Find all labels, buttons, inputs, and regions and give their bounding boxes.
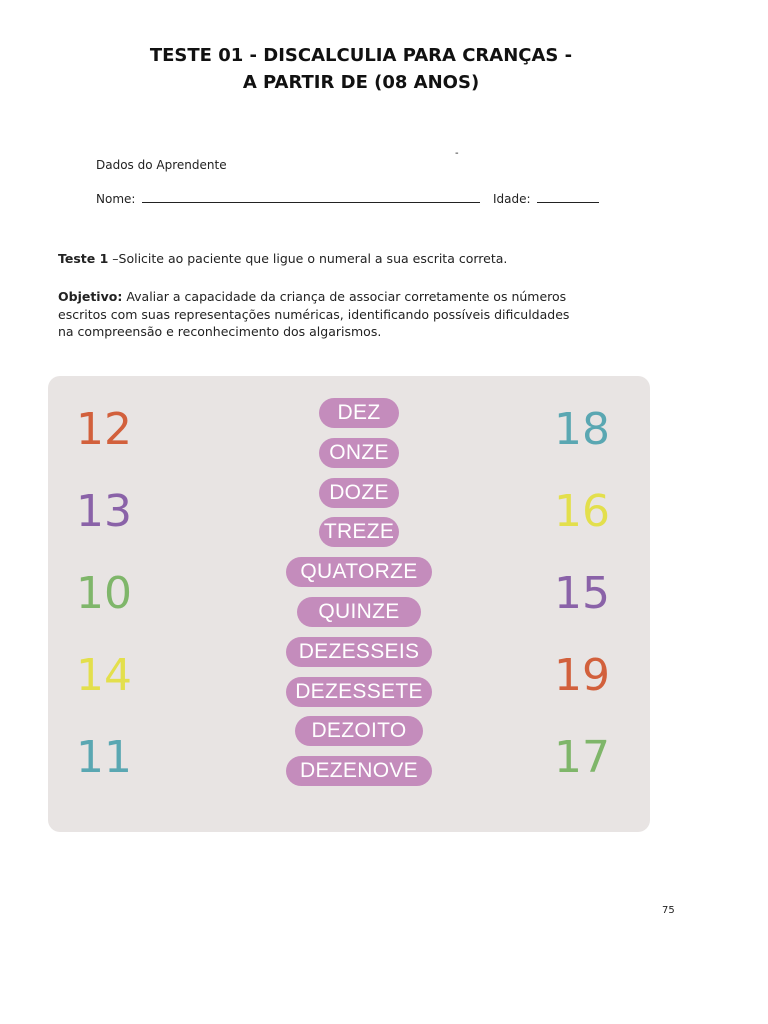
- word-pill-onze[interactable]: ONZE: [319, 438, 399, 468]
- number-left-10: 10: [76, 568, 132, 619]
- name-row: [96, 192, 480, 206]
- age-label: Idade:: [493, 192, 531, 206]
- word-pill-doze[interactable]: DOZE: [319, 478, 399, 508]
- number-right-18: 18: [554, 404, 610, 455]
- word-pill-treze[interactable]: TREZE: [319, 517, 399, 547]
- age-input-line[interactable]: [537, 192, 599, 203]
- page-number: 75: [662, 905, 675, 916]
- title-line-2: A PARTIR DE (08 ANOS): [242, 72, 480, 93]
- name-label: Nome:: [96, 192, 136, 206]
- word-pill-dezenove[interactable]: DEZENOVE: [286, 756, 432, 786]
- matching-board: [48, 376, 650, 832]
- word-pill-quatorze[interactable]: QUATORZE: [286, 557, 432, 587]
- student-section-label: Dados do Aprendente: [96, 158, 227, 172]
- number-left-14: 14: [76, 650, 132, 701]
- title-line-1: TESTE 01 - DISCALCULIA PARA CRANÇAS -: [149, 45, 573, 66]
- word-pill-quinze[interactable]: QUINZE: [297, 597, 421, 627]
- objective-text: Avaliar a capacidade da criança de associar corretamente os números escritos com suas representações numéricas, identificando possíveis dificuldades na compreensão e reconhecimento dos algarismos.: [58, 289, 570, 339]
- age-row: [493, 192, 599, 206]
- test-instruction: [58, 251, 507, 266]
- number-left-12: 12: [76, 404, 132, 455]
- number-right-16: 16: [554, 486, 610, 537]
- number-right-15: 15: [554, 568, 610, 619]
- number-left-13: 13: [76, 486, 132, 537]
- test-objective: [58, 288, 588, 341]
- word-pill-dezesseis[interactable]: DEZESSEIS: [286, 637, 432, 667]
- word-pill-dez[interactable]: DEZ: [319, 398, 399, 428]
- objective-label: Objetivo:: [58, 289, 123, 304]
- number-left-11: 11: [76, 732, 132, 783]
- page-title: [0, 42, 722, 96]
- stray-dash-mark: -: [455, 148, 459, 159]
- word-pill-dezoito[interactable]: DEZOITO: [295, 716, 423, 746]
- name-input-line[interactable]: [142, 192, 480, 203]
- word-pill-dezessete[interactable]: DEZESSETE: [286, 677, 432, 707]
- test-instruction-text: –Solicite ao paciente que ligue o numeral a sua escrita correta.: [108, 251, 508, 266]
- number-right-17: 17: [554, 732, 610, 783]
- number-right-19: 19: [554, 650, 610, 701]
- test-label: Teste 1: [58, 251, 109, 266]
